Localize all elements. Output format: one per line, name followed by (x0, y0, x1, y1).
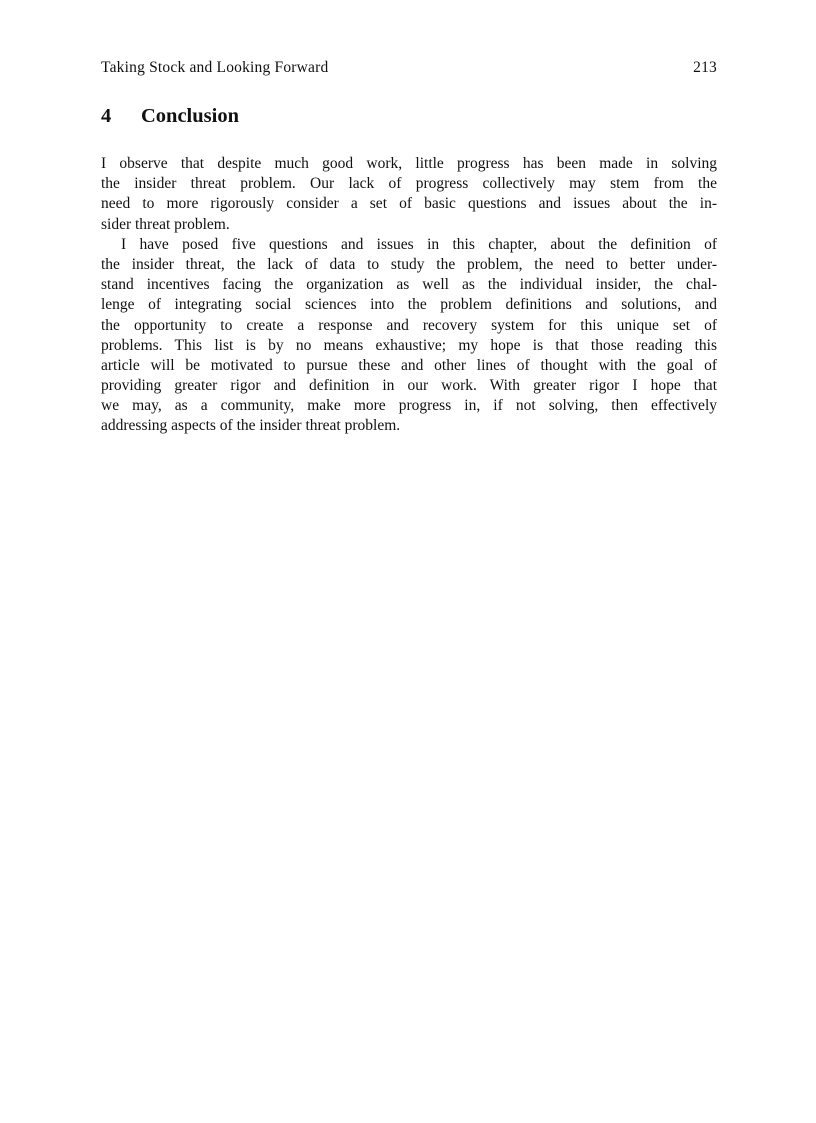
text-line: need to more rigorously consider a set of basic questions and issues about the in- (101, 195, 717, 213)
running-header (101, 58, 717, 78)
text-line: the insider threat, the lack of data to study the problem, the need to better under- (101, 255, 717, 273)
text-line: I have posed five questions and issues in this chapter, about the definition of (121, 235, 717, 253)
text-line: article will be motivated to pursue these and other lines of thought with the goal of (101, 356, 717, 374)
text-line: the opportunity to create a response and recovery system for this unique set of (101, 316, 717, 334)
text-line: problems. This list is by no means exhaustive; my hope is that those reading this (101, 336, 717, 354)
page-number: 213 (693, 59, 717, 76)
text-line: the insider threat problem. Our lack of progress collectively may stem from the (101, 175, 717, 193)
text-line: we may, as a community, make more progress in, if not solving, then effectively (101, 397, 717, 415)
text-line: I observe that despite much good work, little progress has been made in solving (101, 155, 717, 172)
text-line: stand incentives facing the organization as well as the individual insider, the chal- (101, 276, 717, 294)
running-title: Taking Stock and Looking Forward (101, 59, 329, 76)
paragraph (101, 235, 717, 437)
text-line: lenge of integrating social sciences into the problem definitions and solutions, and (101, 296, 717, 314)
text-line: sider threat problem. (101, 215, 230, 233)
body-text (101, 154, 717, 437)
text-line: addressing aspects of the insider threat problem. (101, 417, 401, 435)
section-number: 4 (101, 105, 112, 127)
section-title: Conclusion (141, 105, 239, 127)
text-line: providing greater rigor and definition in our work. With greater rigor I hope that (101, 377, 717, 395)
section-heading (101, 103, 239, 129)
paragraph (101, 154, 717, 235)
